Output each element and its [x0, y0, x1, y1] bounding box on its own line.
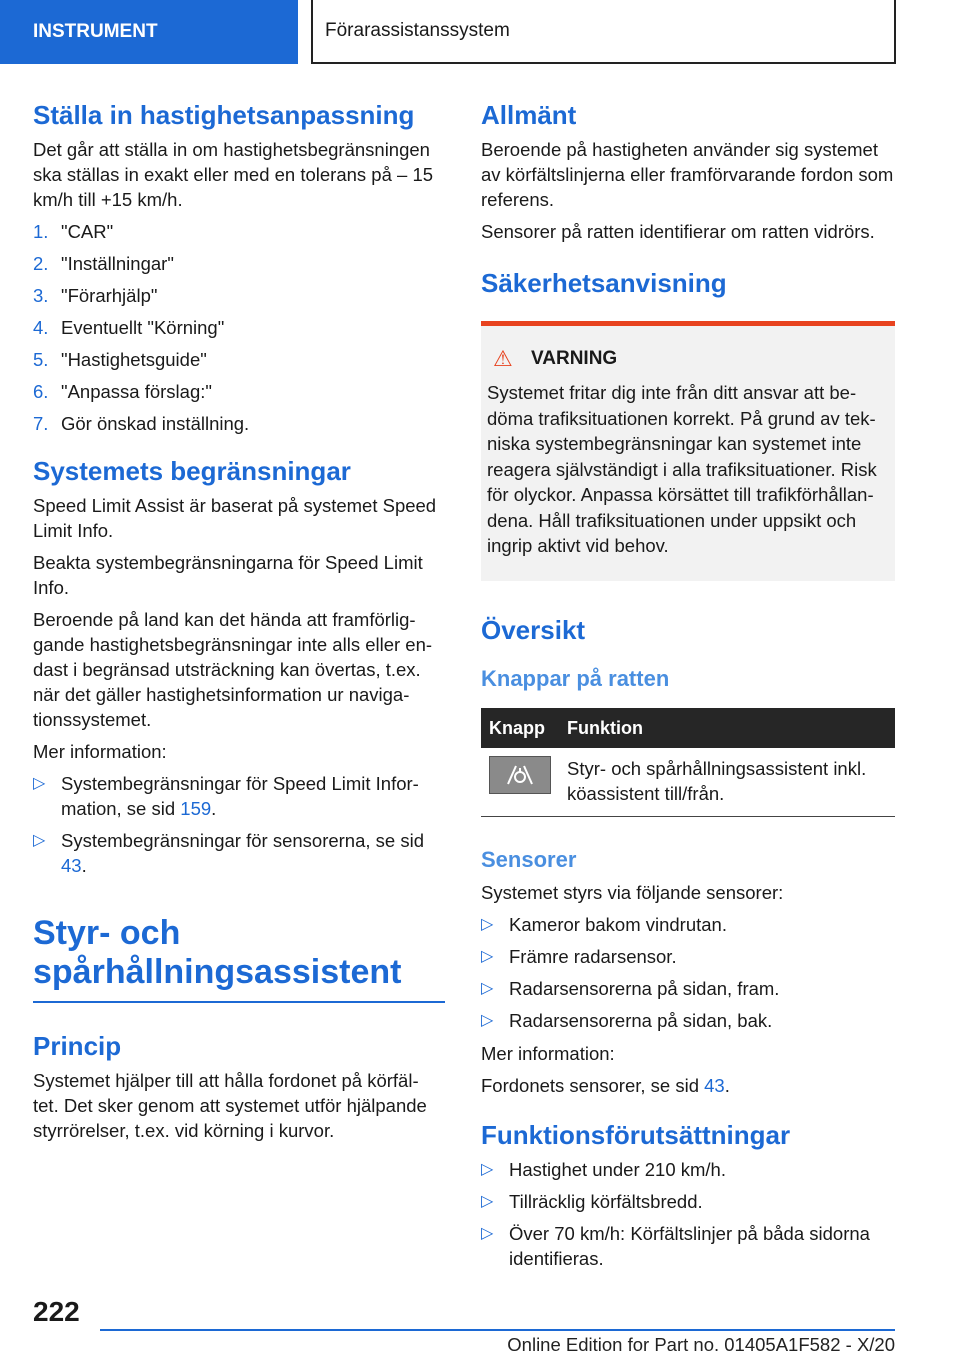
- general-p2: Sensorer på ratten identifierar om ratten vidrörs.: [481, 221, 875, 243]
- sensors-more: Mer information:: [481, 1042, 615, 1064]
- limits-heading: Systemets begränsningar: [33, 456, 351, 487]
- triangle-bullet-icon: ▷: [481, 947, 494, 965]
- list-item: ▷ Över 70 km/h: Körfältslinjer på båda sidorna identifieras.: [481, 1223, 870, 1270]
- steering-wheel-lane-button-icon: [489, 756, 551, 794]
- principle-heading: Princip: [33, 1031, 122, 1062]
- button-table: [481, 708, 895, 817]
- table-row: [481, 748, 895, 817]
- triangle-bullet-icon: ▷: [33, 775, 46, 793]
- step-item: 1. "CAR": [33, 221, 114, 243]
- chapter-header: [311, 0, 896, 64]
- limits-p2: Beakta systembegränsningarna för Speed Limit Info.: [33, 552, 423, 599]
- list-item: ▷ Radarsensorerna på sidan, bak.: [481, 1009, 773, 1031]
- step-item: 4. Eventuellt "Körning": [33, 317, 225, 339]
- sensors-bullets: [481, 912, 895, 1033]
- page-number: 222: [33, 1296, 80, 1327]
- step-item: 3. "Förarhjälp": [33, 285, 158, 307]
- warning-label: VARNING: [531, 348, 618, 370]
- speed-adapt-intro: Det går att ställa in om hastighetsbegränsningen ska ställas in exakt eller med en tolerans på – 15 km/h till +15 km/h.: [33, 139, 434, 211]
- triangle-bullet-icon: ▷: [481, 1011, 494, 1029]
- footer-rule: [100, 1329, 895, 1331]
- list-item: ▷ Tillräcklig körfältsbredd.: [481, 1191, 703, 1213]
- buttons-subheading: Knappar på ratten: [481, 666, 670, 692]
- chapter-title: Förarassistanssystem: [325, 20, 510, 41]
- table-header: Knapp: [481, 708, 559, 748]
- lane-assist-heading: Styr- och spårhållningsassistent: [33, 914, 402, 991]
- safety-heading: Säkerhetsanvisning: [481, 268, 727, 299]
- left-column: [33, 100, 445, 1150]
- triangle-bullet-icon: ▷: [33, 832, 46, 850]
- limits-more: Mer information:: [33, 741, 167, 763]
- principle-text: Systemet hjälper till att hålla fordonet på körfäl- tet. Det sker genom att systemet utför hjälpande styrrörelser, t.ex. vid körning i kurvor.: [33, 1070, 427, 1142]
- list-item: ▷ Systembegränsningar för Speed Limit Infor- mation, se sid 159.: [33, 773, 419, 820]
- edition-footer: Online Edition for Part no. 01405A1F582 - X/20: [507, 1334, 895, 1355]
- list-item: ▷ Kameror bakom vindrutan.: [481, 913, 727, 935]
- page-link[interactable]: 43: [61, 855, 82, 877]
- triangle-bullet-icon: ▷: [481, 1161, 494, 1179]
- sensors-intro: Systemet styrs via följande sensorer:: [481, 881, 784, 903]
- overview-heading: Översikt: [481, 614, 586, 645]
- page-link[interactable]: 43: [704, 1074, 725, 1096]
- general-heading: Allmänt: [481, 100, 577, 130]
- prereq-bullets: [481, 1157, 895, 1271]
- warning-triangle-icon: ⚠: [493, 346, 513, 372]
- triangle-bullet-icon: ▷: [481, 915, 494, 933]
- page-link[interactable]: 159: [180, 798, 212, 820]
- speed-adapt-steps: [33, 219, 445, 436]
- prereq-heading: Funktionsförutsättningar: [481, 1119, 791, 1150]
- section-rule: [33, 1001, 445, 1003]
- step-item: 7. Gör önskad inställning.: [33, 413, 250, 435]
- step-item: 2. "Inställningar": [33, 253, 174, 275]
- step-item: 5. "Hastighetsguide": [33, 349, 207, 371]
- list-item: ▷ Främre radarsensor.: [481, 945, 677, 967]
- limits-p3: Beroende på land kan det hända att framförlig- gande hastighetsbegränsningar inte alls eller en- dast i begränsad utsträckning kan övertas, t.ex. när det gäller hastighetsinformation ur naviga- tionssystemet.: [33, 609, 433, 731]
- sensors-heading: Sensorer: [481, 847, 577, 873]
- general-p1: Beroende på hastigheten använder sig systemet av körfältslinjerna eller framförvarande fordon som referens.: [481, 139, 894, 211]
- list-item: ▷ Radarsensorerna på sidan, fram.: [481, 977, 780, 999]
- warning-text: Systemet fritar dig inte från ditt ansvar att be- döma trafiksituationen korrekt. På grund av tek- niska systembegränsningar kan systemet inte reagera självständigt i alla trafiksituationer. Risk för olyckor. Anpassa körsättet till trafikförhållan- dena. Håll trafiksituationen under uppsikt och ingrip aktivt vid behov.: [487, 382, 877, 557]
- sensors-ref: Fordonets sensorer, se sid 43.: [481, 1074, 730, 1096]
- table-cell: Styr- och spårhållningsassistent inkl. köassistent till/från.: [559, 748, 895, 817]
- list-item: ▷ Hastighet under 210 km/h.: [481, 1159, 726, 1181]
- section-tab: [0, 0, 298, 64]
- triangle-bullet-icon: ▷: [481, 1225, 494, 1243]
- list-item: ▷ Systembegränsningar för sensorerna, se sid 43.: [33, 830, 424, 877]
- step-item: 6. "Anpassa förslag:": [33, 381, 212, 403]
- triangle-bullet-icon: ▷: [481, 979, 494, 997]
- warning-box: [481, 321, 895, 581]
- limits-bullets: [33, 771, 445, 878]
- triangle-bullet-icon: ▷: [481, 1193, 494, 1211]
- right-column: [481, 100, 895, 1279]
- limits-p1: Speed Limit Assist är baserat på systemet Speed Limit Info.: [33, 495, 437, 542]
- speed-adapt-heading: Ställa in hastighetsanpassning: [33, 100, 415, 130]
- table-header: Funktion: [559, 708, 895, 748]
- section-label: INSTRUMENT: [33, 21, 158, 42]
